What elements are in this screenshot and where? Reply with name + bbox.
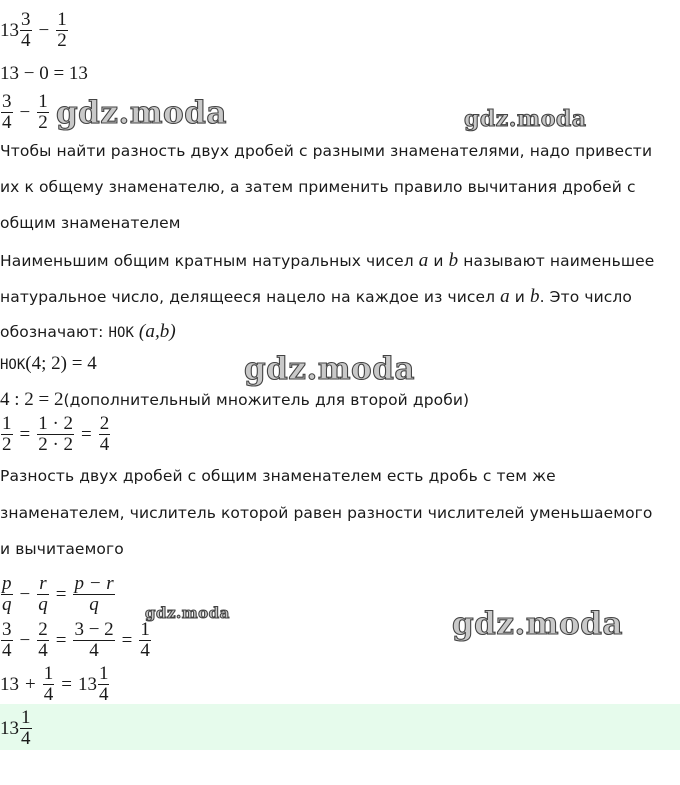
general-subtraction-formula: $\frac{p}{q}$ − $\frac{r}{q}$ = $\frac{p - r}{q}$ [2, 573, 114, 615]
watermark-logo: gdz.moda [464, 106, 587, 132]
final-sum: 13 + $\frac{1}{4}$ = 13 $\frac{1}{4}$ [0, 663, 109, 705]
whole-part-difference: 13 − 0 = 13 [0, 63, 88, 84]
expression-original: 13 $\frac{3}{4}$ − $\frac{1}{2}$ [0, 9, 67, 51]
additional-factor-line: 4 : 2 = 2(дополнительный множитель для второй дроби) [0, 389, 470, 410]
watermark-logo: gdz.moda [145, 604, 230, 622]
lcm-definition-line-3: обозначают: НОК (a,b) [0, 321, 176, 342]
fraction-conversion: $\frac{1}{2}$ = $\frac{1 \cdot 2}{2 \cdot 2}$ = $\frac{2}{4}$ [2, 413, 110, 455]
lcm-definition-line-1: Наименьшим общим кратным натуральных чисел a и b называют наименьшее [0, 250, 655, 271]
watermark-logo: gdz.moda [452, 606, 623, 642]
rule-common-denominator-line-1: Разность двух дробей с общим знаменателем есть дробь с тем же [0, 467, 556, 485]
lcm-definition-line-2: натуральное число, делящееся нацело на каждое из чисел a и b. Это число [0, 286, 632, 307]
answer-highlight [0, 704, 680, 750]
rule-common-denominator-line-3: и вычитаемого [0, 540, 124, 558]
fraction-part-difference: $\frac{3}{4}$ − $\frac{1}{2}$ [2, 91, 48, 133]
rule-different-denominators-line-2: их к общему знаменателю, а затем применить правило вычитания дробей с [0, 178, 636, 196]
fraction-subtraction: $\frac{3}{4}$ − $\frac{2}{4}$ = $\frac{3 - 2}{4}$ = $\frac{1}{4}$ [2, 619, 150, 661]
lcm-computation: НОК(4; 2) = 4 [0, 353, 97, 374]
rule-different-denominators-line-1: Чтобы найти разность двух дробей с разными знаменателями, надо привести [0, 142, 653, 160]
rule-different-denominators-line-3: общим знаменателем [0, 214, 181, 232]
watermark-logo: gdz.moda [244, 351, 415, 387]
final-answer: 13 $\frac{1}{4}$ [0, 707, 31, 749]
watermark-logo: gdz.moda [56, 95, 227, 131]
rule-common-denominator-line-2: знаменателем, числитель которой равен разности числителей уменьшаемого [0, 504, 653, 522]
